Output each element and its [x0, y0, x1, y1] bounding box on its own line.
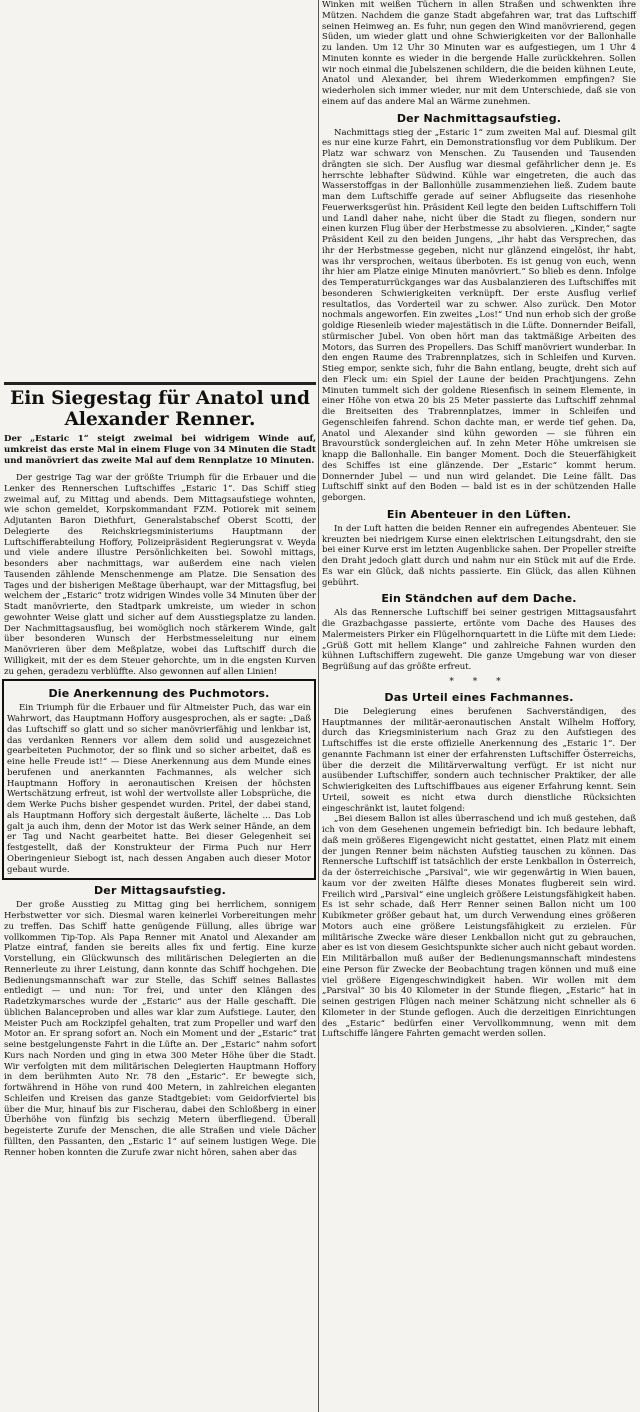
- left-column: [4, 0, 316, 1412]
- section-heading-staendchen: Ein Ständchen auf dem Dache.: [381, 592, 577, 606]
- section-heading-urteil: Das Urteil eines Fachmannes.: [384, 690, 574, 704]
- section-rule: [4, 382, 316, 385]
- article-title: Ein Siegestag für Anatol und Alexander Renner.: [10, 388, 310, 430]
- column-divider: [318, 0, 319, 1412]
- nachmittagsaufstieg-paragraph: Nachmittags stieg der „Estaric 1“ zum zweiten Mal auf. Diesmal gilt es nur eine kurze Fahrt, ein Demonstrationsflug vor dem Publikum. Der Platz war schwarz von Menschen. Zu Tausenden und Tausenden drängten sie sich. Der Ausflug war diesmal gefährlicher denn je. Es herrschte lebhafter Südwind. Kühle war eingetreten, die auch das Wasserstoffgas in der Ballonhülle zusammenziehen ließ. Zudem baute man dem Luftschiffe gerade auf seiner Abflugseite das riesenhohe Feuerwerksgerüst hin. Präsident Keil legte den beiden Luftschiffern Toli und Landl daher nahe, nicht über die Stadt zu fliegen, sondern nur einen kurzen Flug über der Herbstmesse zu absolvieren. „Kinder,“ sagte Präsident Keil zu den beiden Jungens, „ihr habt das Versprechen, das ihr der Herbstmesse gegeben, nicht nur glänzend eingelöst, ihr habt, was ihr versprochen, weitaus überboten. Es ist genug von euch, wenn ihr hier am Platze einige Minuten manövriert.“ So blieb es denn. Infolge des Temperaturrückganges war das Ausbalanzieren des Luftschiffes mit besonderen Schwierigkeiten verknüpft. Der erste Ausflug verlief resultatlos, das Vorderteil war zu schwer. Also zurück. Den Motor nochmals angeworfen. Ein zweites „Los!“ Und nun erhob sich der große goldige Riesenleib wieder majestätisch in die Lüfte. Donnernder Beifall, stürmischer Jubel. Von oben hört man das taktmäßige Arbeiten des Motors, das Surren des Propellers. Das Schiff manövriert wunderbar. In den engen Raume des Trabrennplatzes, sich in Schleifen und Kurven. Stieg empor, senkte sich, fuhr die Bahn entlang, beugte, dreht sich auf den Fleck um: ein Spiel der Laune der beiden Prachtjungens. Zehn Minuten tummelt sich der goldene Riesenfisch in seinem Elemente, in einer Höhe von etwa 20 bis 25 Meter passierte das Luftschiff zehnmal die Breitseiten des Trabrennplatzes, immer in Schleifen und Gegenschleifen fahrend. Schon dachte man, er werde tief gehen. Da, Anatol und Alexander sind kühn geworden — sie führen ein Bravourstück sondergleichen auf. In zehn Meter Höhe umkreisen sie knapp die Ballonhalle. Ein banger Moment. Doch die Steuerfähigkeit des Schiffes ist eine glänzende. Der „Estaric“ kommt herum. Donnernder Jubel — und nun wird gelandet. Die Leine fällt. Das Luftschiff sinkt auf den Boden — bald ist es in der schützenden Halle geborgen.: [322, 127, 636, 503]
- puchmotor-box: [2, 679, 316, 880]
- section-heading-puchmotor: Die Anerkennung des Puchmotors.: [48, 687, 270, 701]
- staendchen-paragraph: Als das Rennersche Luftschiff bei seiner gestrigen Mittagsausfahrt die Grazbachgasse passierte, ertönte vom Dache des Hauses des Malermeisters Pirker ein Flügelhornquartett in die Lüfte mit dem Liede: „Grüß Gott mit hellem Klange“ und zahlreiche Fahnen wurden den kühnen Luftschiffern zugeweht. Die ganze Umgebung war von dieser Begrüßung auf das größte erfreut.: [322, 608, 636, 672]
- mittagsaufstieg-paragraph: Der große Ausstieg zu Mittag ging bei herrlichem, sonnigem Herbstwetter vor sich. Diesmal waren keinerlei Vorbereitungen mehr zu treffen. Das Schiff hatte genügende Füllung, alles übrige war vollkommen Tip-Top. Als Papa Renner mit Anatol und Alexander am Platze eintraf, fanden sie bereits alles fix und fertig. Eine kurze Vorstellung, ein Glückwunsch des militärischen Delegierten an die Rennerleute zu ihrer Leistung, dann konnte das Schiff hochgehen. Die Bedienungsmannschaft war zur Stelle, das Schiff seines Ballastes entledigt — und nun: Tor frei, und unter den Klängen des Radetzkymarsches wurde der „Estaric“ aus der Halle geschafft. Die üblichen Balanceproben und alles war klar zum Aufstiege. Lauter, den Meister Puch am Rockzipfel gehalten, trat zum Propeller und warf den Motor an. Er sprang sofort an. Noch ein Moment und der „Estaric“ trat seine bestgelungenste Fahrt in die Lüfte an. Der „Estaric“ nahm sofort Kurs nach Norden und ging in etwa 300 Meter Höhe über die Stadt. Wir verfolgten mit dem militärischen Delegierten Hauptmann Hoffory in dem berühmten Auto Nr. 78 den „Estaric“. Er bewegte sich, fortwährend in Höhe von rund 400 Metern, in zahlreichen eleganten Schleifen und Kreisen das ganze Stadtgebiet: vom Geidorfviertel bis über die Mur, hinauf bis zur Fischerau, dabei den Schloßberg in einer Überhöhe von fünfzig bis sechzig Metern überfliegend. Überall begeisterte Zurufe der Menschen, die alle Straßen und viele Dächer füllten, den Passanten, den „Estaric 1“ auf seinem lustigen Wege. Die Renner hoben konnten die Zurufe zwar nicht hören, sahen aber das: [4, 900, 316, 1158]
- right-column: [322, 0, 636, 1412]
- section-heading-abenteuer: Ein Abenteuer in den Lüften.: [386, 507, 572, 521]
- section-heading-nachmittagsaufstieg: Der Nachmittagsaufstieg.: [396, 111, 562, 125]
- asterism-separator: * * *: [449, 676, 509, 687]
- section-heading-mittagsaufstieg: Der Mittagsaufstieg.: [93, 884, 227, 898]
- continuation-paragraph: Winken mit weißen Tüchern in allen Straßen und schwenkten ihre Mützen. Nachdem die ganze Stadt abgefahren war, trat das Luftschiff seinen Heimweg an. Es fuhr, nun gegen den Wind manövrierend, gegen Süden, um wieder glatt und ohne Schwierigkeiten vor der Ballonhalle zu landen. Um 12 Uhr 30 Minuten war es aufgestiegen, um 1 Uhr 4 Minuten konnte es wieder in die bergende Halle zurückkehren. Sollen wir noch einmal die Jubelszenen schildern, die die beiden kühnen Leute, Anatol und Alexander, bei ihrem Wiederkommen empfingen? Sie wiederholen sich immer wieder, nur mit dem Unterschiede, daß sie von einem auf das andere Mal an Wärme zunehmen.: [322, 0, 636, 107]
- intro-paragraph: Der gestrige Tag war der größte Triumph für die Erbauer und die Lenker des Rennerschen Luftschiffes „Estaric 1“. Das Schiff stieg zweimal auf, zu Mittag und abends. Dem Mittagsaufstiege wohnten, wie schon gemeldet, Korpskommandant FZM. Potiorek mit seinem Adjutanten Baron Diethfurt, Generalstabschef Oberst Scotti, der Delegierte des Reichskriegsministeriums Hauptmann der Luftschifferabteilung Hoffory, Polizeipräsident Regierungsrat v. Weyda und viele andere illustre Persönlichkeiten bei. Sowohl mittags, besonders aber nachmittags, war außerdem eine nach vielen Tausenden zählende Menschenmenge am Platze. Die Sensation des Tages und der bisherigen Meßtage überhaupt, war der Mittagsflug, bei welchem der „Estaric“ trotz widrigen Windes volle 34 Minuten über der Stadt manövrierte, den Stadtpark umkreiste, um wieder in schon gewohnter Weise glatt und sicher auf dem Ausstiegsplatze zu landen. Der Nachmittagsausflug, bei womöglich noch stärkerem Winde, galt über besonderen Wunsch der Herbstmesseleitung nur einem Manövrieren über dem Meßplatze, wobei das Luftschiff durch die Willigkeit, mit der es dem Steuer gehorchte, um in die engsten Kurven zu gehen, geradezu verblüffte. Also gewonnen auf allen Linien!: [4, 473, 316, 677]
- urteil-paragraph: Die Delegierung eines berufenen Sachverständigen, des Hauptmannes der militär-aeronautischen Anstalt Wilhelm Hoffory, durch das Kriegsministerium nach Graz zu den Aufstiegen des Luftschiffes ist die erste offizielle Anerkennung des „Estaric 1“. Der genannte Fachmann ist einer der erfahrensten Luftschiffer Österreichs, über die derzeit die Militärverwaltung verfügt. Er ist nicht nur ausübender Luftschiffer, sondern auch technischer Praktiker, der alle Schwierigkeiten des Luftschiffbaues aus eigener Erfahrung kennt. Sein Urteil, soweit es nicht etwa durch dienstliche Rücksichten eingeschränkt ist, lautet folgend:: [322, 706, 636, 814]
- blank-area: [4, 0, 316, 382]
- article-deck: Der „Estaric 1“ steigt zweimal bei widrigem Winde auf, umkreist das erste Mal in einem Fluge von 34 Minuten die Stadt und manövriert das zweite Mal auf dem Rennplatze 10 Minuten.: [4, 434, 316, 466]
- puchmotor-paragraph: Ein Triumph für die Erbauer und für Altmeister Puch, das war ein Wahrwort, das Hauptmann Hoffory ausgesprochen, als er sagte: „Daß das Luftschiff so glatt und so sicher manövrierfähig und lenkbar ist, das verdanken Renners vor allem dem solid und ausgezeichnet gearbeiteten Puchmotor, der so flink und so sicher arbeitet, daß es eine helle Freude ist!“ — Diese Anerkennung aus dem Munde eines berufenen und anerkannten Fachmannes, als welcher sich Hauptmann Hoffory in aeronautischen Kreisen der höchsten Wertschätzung erfreut, ist wohl der wertvollste aller Lobsprüche, die dem Werke Puchs bisher gespendet wurden. Pritel, der dabei stand, als Hauptmann Hoffory sich dergestalt äußerte, lächelte ... Das Lob galt ja auch ihm, denn der Motor ist das Werk seiner Hände, an dem er Tag und Nacht gearbeitet hatte. Bei dieser Gelegenheit sei festgestellt, daß der Konstrukteur der Firma Puch nur Herr Oberingenieur Siebogt ist, nach dessen Angaben auch dieser Motor gebaut wurde.: [7, 703, 311, 875]
- abenteuer-paragraph: In der Luft hatten die beiden Renner ein aufregendes Abenteuer. Sie kreuzten bei niedrigem Kurse einen elektrischen Leitungsdraht, den sie bei einer Kurve erst im letzten Augenblicke sahen. Der Propeller streifte den Draht jedoch glatt durch und nahm nur ein Stück mit auf die Erde. Es war ein Glück, daß nichts passierte. Ein Glück, das allen Kühnen gebührt.: [322, 523, 636, 588]
- urteil-quote-paragraph: „Bei diesem Ballon ist alles überraschend und ich muß gestehen, daß ich von dem Gesehenen ungemein befriedigt bin. Ich bedaure lebhaft, daß mein größeres Eigengewicht nicht gestattet, einen Platz mit einem der jungen Renner beim nächsten Aufstieg tauschen zu können. Das Rennersche Luftschiff ist tatsächlich der erste Lenkballon in Österreich, da der österreichische „Parsival“, wie wir gegenwärtig in Wien bauen, kaum vor der zweiten Hälfte dieses Monates flugbereit sein wird. Freilich wird „Parsival“ eine ungleich größere Leistungsfähigkeit haben. Es ist sehr schade, daß Herr Renner seinen Ballon nicht um 100 Kubikmeter größer gebaut hat, um durch Verwendung eines größeren Motors auch eine größere Leistungsfähigkeit zu erzielen. Für militärische Zwecke wäre dieser Lenkballon nicht gut zu gebrauchen, aber es ist von diesem Gesichtspunkte sicher auch nicht gebaut worden. Ein Militärballon muß außer der Bedienungsmannschaft mindestens eine Person für Zwecke der Beobachtung tragen können und muß eine viel größere Eigengeschwindigkeit haben. Wir wollen mit dem „Parsival“ 30 bis 40 Kilometer in der Stunde fliegen, „Estaric“ hat in seinen gestrigen Flügen nach meiner Schätzung nicht schneller als 6 Kilometer in der Stunde geflogen. Auch die derzeitigen Einrichtungen des „Estaric“ bedürfen einer Vervollkommnung, wenn mit dem Luftschiffe längere Fahrten gemacht werden sollen.: [322, 814, 636, 1040]
